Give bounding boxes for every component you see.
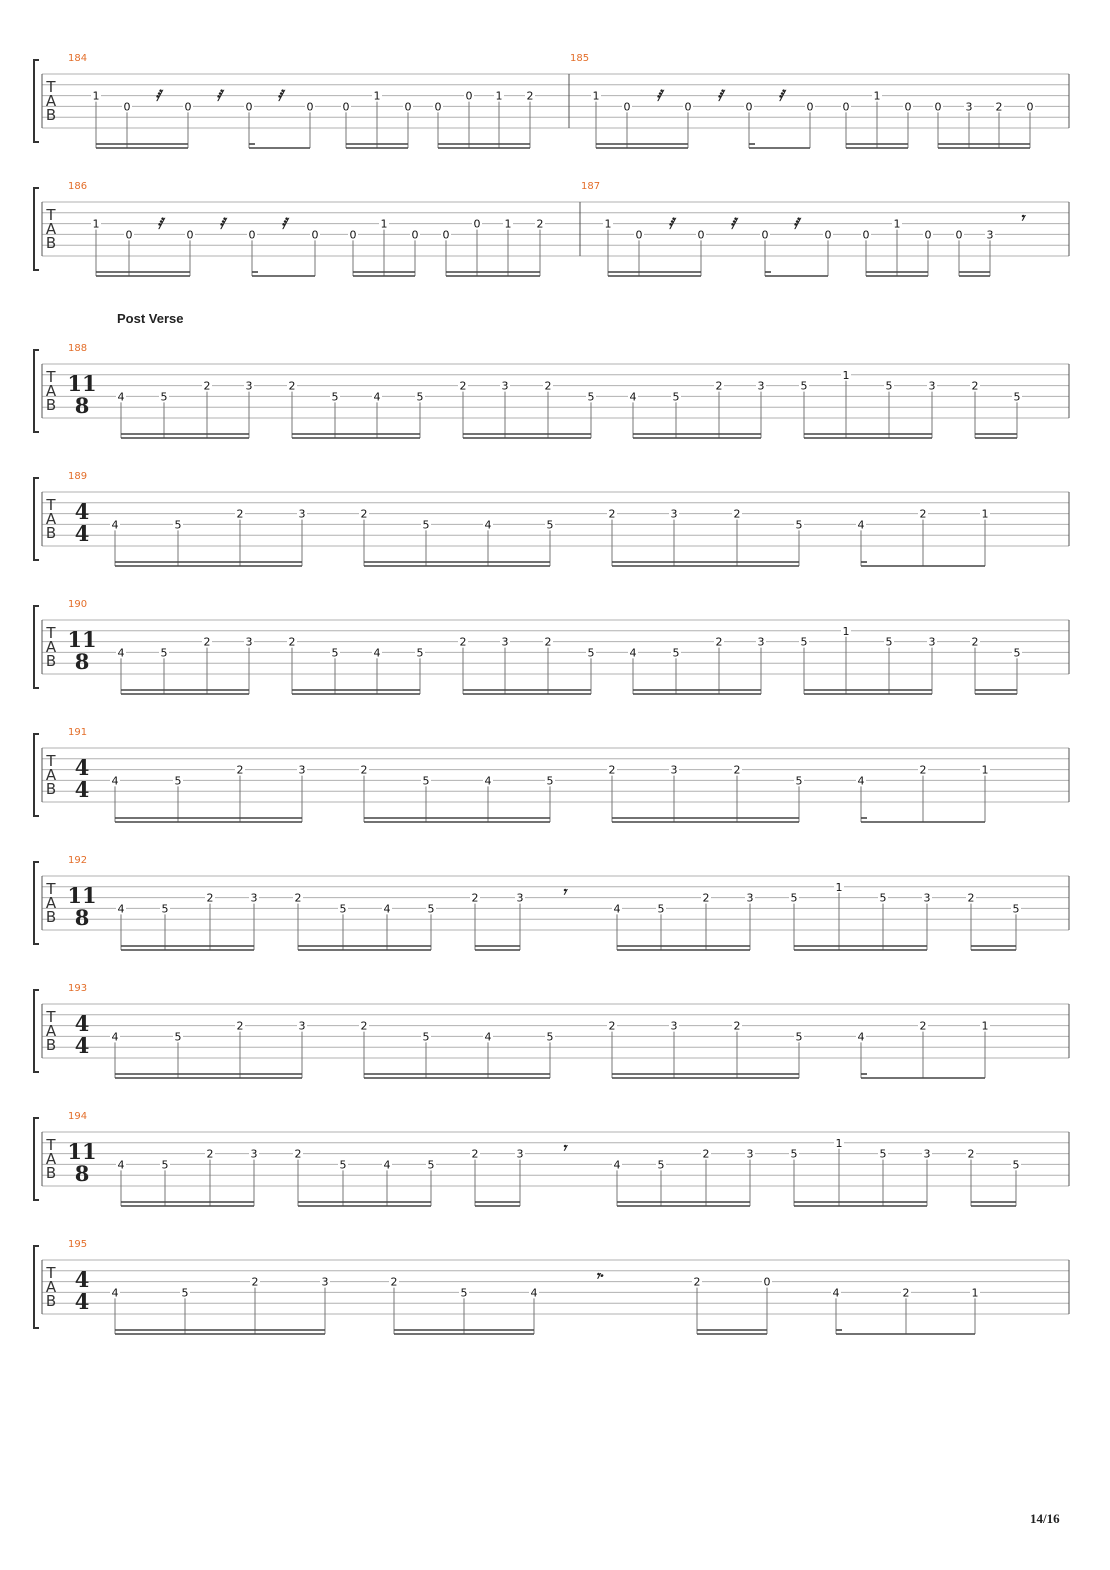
fret-number: 2 bbox=[715, 379, 723, 393]
tab-clef-letter: T bbox=[46, 368, 56, 386]
fret-number: 4 bbox=[484, 518, 492, 532]
fret-number: 0 bbox=[123, 100, 131, 114]
system-bracket bbox=[34, 60, 39, 142]
fret-number: 3 bbox=[516, 1147, 524, 1161]
fret-number: 2 bbox=[203, 379, 211, 393]
fret-number: 0 bbox=[473, 217, 481, 231]
tab-clef-letter: A bbox=[45, 1150, 57, 1168]
tab-clef-letter: T bbox=[46, 206, 56, 224]
fret-number: 2 bbox=[471, 891, 479, 905]
fret-number: 2 bbox=[526, 89, 534, 103]
fret-number: 5 bbox=[427, 1158, 435, 1172]
time-signature-denominator: 4 bbox=[74, 777, 90, 802]
fret-number: 3 bbox=[501, 635, 509, 649]
fret-number: 5 bbox=[422, 518, 430, 532]
fret-number: 2 bbox=[608, 763, 616, 777]
fret-number: 2 bbox=[715, 635, 723, 649]
fret-number: 1 bbox=[981, 763, 989, 777]
fret-number: 4 bbox=[629, 390, 637, 404]
fret-number: 5 bbox=[1013, 646, 1021, 660]
fret-number: 2 bbox=[206, 891, 214, 905]
time-signature-denominator: 8 bbox=[74, 393, 90, 418]
fret-number: 1 bbox=[835, 880, 843, 894]
fret-number: 4 bbox=[857, 774, 865, 788]
fret-number: 2 bbox=[294, 891, 302, 905]
measure-number: 189 bbox=[68, 471, 88, 482]
fret-number: 1 bbox=[842, 624, 850, 638]
time-signature-denominator: 8 bbox=[74, 649, 90, 674]
fret-number: 0 bbox=[306, 100, 314, 114]
fret-number: 4 bbox=[530, 1286, 538, 1300]
system-bracket bbox=[34, 350, 39, 432]
system-bracket bbox=[34, 862, 39, 944]
fret-number: 3 bbox=[670, 1019, 678, 1033]
fret-number: 5 bbox=[339, 1158, 347, 1172]
fret-number: 3 bbox=[298, 763, 306, 777]
fret-number: 5 bbox=[331, 390, 339, 404]
sixteenth-rest: 𝅀 bbox=[668, 214, 674, 233]
time-signature-denominator: 8 bbox=[74, 1161, 90, 1186]
tab-system bbox=[34, 983, 1069, 1078]
fret-number: 2 bbox=[919, 1019, 927, 1033]
tab-clef-letter: T bbox=[46, 496, 56, 514]
fret-number: 5 bbox=[174, 518, 182, 532]
fret-number: 5 bbox=[160, 646, 168, 660]
fret-number: 5 bbox=[885, 379, 893, 393]
fret-number: 0 bbox=[824, 228, 832, 242]
fret-number: 2 bbox=[919, 507, 927, 521]
fret-number: 0 bbox=[955, 228, 963, 242]
fret-number: 0 bbox=[842, 100, 850, 114]
fret-number: 5 bbox=[181, 1286, 189, 1300]
fret-number: 2 bbox=[919, 763, 927, 777]
tab-clef-letter: B bbox=[45, 1292, 57, 1310]
fret-number: 3 bbox=[298, 507, 306, 521]
measure-number: 186 bbox=[68, 181, 88, 192]
fret-number: 5 bbox=[416, 646, 424, 660]
fret-number: 5 bbox=[1012, 1158, 1020, 1172]
fret-number: 4 bbox=[383, 1158, 391, 1172]
fret-number: 2 bbox=[206, 1147, 214, 1161]
fret-number: 0 bbox=[924, 228, 932, 242]
fret-number: 2 bbox=[360, 763, 368, 777]
fret-number: 2 bbox=[236, 763, 244, 777]
fret-number: 0 bbox=[635, 228, 643, 242]
time-signature-numerator: 4 bbox=[74, 1011, 90, 1036]
tab-clef-letter: B bbox=[45, 780, 57, 798]
tab-clef-letter: T bbox=[46, 78, 56, 96]
time-signature-numerator: 4 bbox=[74, 755, 90, 780]
fret-number: 4 bbox=[111, 518, 119, 532]
tab-clef-letter: B bbox=[45, 106, 57, 124]
fret-number: 4 bbox=[613, 902, 621, 916]
fret-number: 0 bbox=[434, 100, 442, 114]
fret-number: 0 bbox=[745, 100, 753, 114]
fret-number: 2 bbox=[971, 379, 979, 393]
time-signature-denominator: 4 bbox=[74, 521, 90, 546]
tab-clef-letter: B bbox=[45, 652, 57, 670]
fret-number: 3 bbox=[670, 507, 678, 521]
fret-number: 3 bbox=[245, 379, 253, 393]
fret-number: 4 bbox=[383, 902, 391, 916]
system-bracket bbox=[34, 1118, 39, 1200]
fret-number: 3 bbox=[757, 635, 765, 649]
fret-number: 0 bbox=[763, 1275, 771, 1289]
fret-number: 2 bbox=[288, 379, 296, 393]
fret-number: 2 bbox=[536, 217, 544, 231]
fret-number: 3 bbox=[501, 379, 509, 393]
fret-number: 2 bbox=[967, 891, 975, 905]
fret-number: 5 bbox=[879, 1147, 887, 1161]
fret-number: 5 bbox=[795, 1030, 803, 1044]
fret-number: 0 bbox=[245, 100, 253, 114]
section-label-post-verse: Post Verse bbox=[117, 311, 184, 326]
fret-number: 5 bbox=[879, 891, 887, 905]
fret-number: 1 bbox=[373, 89, 381, 103]
fret-number: 4 bbox=[629, 646, 637, 660]
fret-number: 3 bbox=[746, 1147, 754, 1161]
fret-number: 1 bbox=[504, 217, 512, 231]
fret-number: 2 bbox=[459, 379, 467, 393]
fret-number: 4 bbox=[117, 1158, 125, 1172]
fret-number: 2 bbox=[236, 507, 244, 521]
fret-number: 5 bbox=[422, 774, 430, 788]
tab-system bbox=[34, 181, 1069, 276]
sixteenth-rest: 𝅀 bbox=[281, 214, 287, 233]
systems bbox=[34, 53, 1069, 1334]
eighth-rest: 𝄾· bbox=[595, 1266, 605, 1285]
tab-clef-letter: A bbox=[45, 1278, 57, 1296]
fret-number: 1 bbox=[92, 89, 100, 103]
measure-number: 187 bbox=[581, 181, 601, 192]
fret-number: 1 bbox=[380, 217, 388, 231]
tab-clef-letter: T bbox=[46, 1136, 56, 1154]
eighth-rest: 𝄾 bbox=[562, 1138, 566, 1157]
fret-number: 4 bbox=[832, 1286, 840, 1300]
sixteenth-rest: 𝅀 bbox=[219, 214, 225, 233]
eighth-rest: 𝄾 bbox=[562, 882, 566, 901]
tab-clef-letter: B bbox=[45, 1164, 57, 1182]
fret-number: 4 bbox=[111, 1286, 119, 1300]
fret-number: 3 bbox=[245, 635, 253, 649]
tab-system bbox=[34, 727, 1069, 822]
fret-number: 0 bbox=[248, 228, 256, 242]
tab-clef-letter: A bbox=[45, 382, 57, 400]
tab-clef-letter: T bbox=[46, 624, 56, 642]
fret-number: 5 bbox=[795, 774, 803, 788]
sixteenth-rest: 𝅀 bbox=[155, 86, 161, 105]
fret-number: 3 bbox=[923, 891, 931, 905]
tab-clef-letter: B bbox=[45, 234, 57, 252]
sixteenth-rest: 𝅀 bbox=[277, 86, 283, 105]
fret-number: 5 bbox=[587, 390, 595, 404]
fret-number: 2 bbox=[251, 1275, 259, 1289]
time-signature-numerator: 4 bbox=[74, 1267, 90, 1292]
fret-number: 2 bbox=[967, 1147, 975, 1161]
measure-number: 185 bbox=[570, 53, 590, 64]
fret-number: 0 bbox=[342, 100, 350, 114]
fret-number: 2 bbox=[544, 635, 552, 649]
fret-number: 3 bbox=[928, 379, 936, 393]
tab-clef-letter: T bbox=[46, 1264, 56, 1282]
time-signature-denominator: 4 bbox=[74, 1289, 90, 1314]
fret-number: 3 bbox=[757, 379, 765, 393]
tab-clef-letter: B bbox=[45, 908, 57, 926]
fret-number: 1 bbox=[92, 217, 100, 231]
fret-number: 2 bbox=[733, 507, 741, 521]
measure-number: 190 bbox=[68, 599, 88, 610]
tab-clef-letter: A bbox=[45, 510, 57, 528]
measure-number: 188 bbox=[68, 343, 88, 354]
fret-number: 5 bbox=[546, 1030, 554, 1044]
fret-number: 0 bbox=[761, 228, 769, 242]
tab-clef-letter: B bbox=[45, 524, 57, 542]
fret-number: 4 bbox=[373, 646, 381, 660]
fret-number: 2 bbox=[360, 1019, 368, 1033]
fret-number: 2 bbox=[203, 635, 211, 649]
fret-number: 3 bbox=[250, 1147, 258, 1161]
fret-number: 0 bbox=[125, 228, 133, 242]
fret-number: 0 bbox=[623, 100, 631, 114]
tab-clef-letter: A bbox=[45, 220, 57, 238]
fret-number: 0 bbox=[311, 228, 319, 242]
fret-number: 5 bbox=[174, 774, 182, 788]
fret-number: 1 bbox=[873, 89, 881, 103]
fret-number: 5 bbox=[546, 518, 554, 532]
fret-number: 0 bbox=[1026, 100, 1034, 114]
fret-number: 5 bbox=[672, 390, 680, 404]
fret-number: 0 bbox=[465, 89, 473, 103]
measure-number: 184 bbox=[68, 53, 88, 64]
fret-number: 2 bbox=[236, 1019, 244, 1033]
fret-number: 3 bbox=[928, 635, 936, 649]
fret-number: 1 bbox=[592, 89, 600, 103]
tab-clef-letter: T bbox=[46, 880, 56, 898]
sixteenth-rest: 𝅀 bbox=[730, 214, 736, 233]
fret-number: 5 bbox=[1013, 390, 1021, 404]
fret-number: 0 bbox=[184, 100, 192, 114]
tab-system bbox=[34, 1111, 1069, 1206]
tab-clef-letter: A bbox=[45, 894, 57, 912]
time-signature-denominator: 4 bbox=[74, 1033, 90, 1058]
fret-number: 3 bbox=[516, 891, 524, 905]
tab-clef-letter: A bbox=[45, 766, 57, 784]
fret-number: 4 bbox=[117, 390, 125, 404]
fret-number: 0 bbox=[806, 100, 814, 114]
system-bracket bbox=[34, 1246, 39, 1328]
fret-number: 5 bbox=[795, 518, 803, 532]
tab-clef-letter: A bbox=[45, 1022, 57, 1040]
sixteenth-rest: 𝅀 bbox=[793, 214, 799, 233]
time-signature-numerator: 11 bbox=[67, 627, 97, 652]
fret-number: 5 bbox=[790, 1147, 798, 1161]
fret-number: 4 bbox=[613, 1158, 621, 1172]
fret-number: 5 bbox=[546, 774, 554, 788]
fret-number: 1 bbox=[981, 507, 989, 521]
fret-number: 2 bbox=[608, 507, 616, 521]
fret-number: 1 bbox=[604, 217, 612, 231]
fret-number: 5 bbox=[416, 390, 424, 404]
measure-number: 192 bbox=[68, 855, 88, 866]
measure-number: 195 bbox=[68, 1239, 88, 1250]
fret-number: 5 bbox=[657, 1158, 665, 1172]
fret-number: 3 bbox=[298, 1019, 306, 1033]
system-bracket bbox=[34, 606, 39, 688]
fret-number: 5 bbox=[800, 379, 808, 393]
fret-number: 4 bbox=[373, 390, 381, 404]
tab-system bbox=[34, 53, 1069, 148]
fret-number: 1 bbox=[835, 1136, 843, 1150]
fret-number: 2 bbox=[544, 379, 552, 393]
tab-clef-letter: T bbox=[46, 752, 56, 770]
fret-number: 3 bbox=[986, 228, 994, 242]
fret-number: 3 bbox=[321, 1275, 329, 1289]
fret-number: 2 bbox=[288, 635, 296, 649]
tab-system bbox=[34, 343, 1069, 438]
fret-number: 1 bbox=[495, 89, 503, 103]
sixteenth-rest: 𝅀 bbox=[157, 214, 163, 233]
time-signature-numerator: 4 bbox=[74, 499, 90, 524]
fret-number: 4 bbox=[117, 646, 125, 660]
fret-number: 4 bbox=[484, 1030, 492, 1044]
fret-number: 5 bbox=[161, 902, 169, 916]
measure-number: 191 bbox=[68, 727, 88, 738]
fret-number: 2 bbox=[702, 891, 710, 905]
fret-number: 5 bbox=[174, 1030, 182, 1044]
fret-number: 0 bbox=[697, 228, 705, 242]
fret-number: 0 bbox=[684, 100, 692, 114]
tab-system bbox=[34, 855, 1069, 950]
time-signature-numerator: 11 bbox=[67, 371, 97, 396]
fret-number: 2 bbox=[608, 1019, 616, 1033]
fret-number: 5 bbox=[422, 1030, 430, 1044]
system-bracket bbox=[34, 990, 39, 1072]
sixteenth-rest: 𝅀 bbox=[778, 86, 784, 105]
time-signature-numerator: 11 bbox=[67, 883, 97, 908]
fret-number: 4 bbox=[857, 518, 865, 532]
eighth-rest: 𝄾 bbox=[1020, 208, 1024, 227]
fret-number: 2 bbox=[360, 507, 368, 521]
fret-number: 5 bbox=[161, 1158, 169, 1172]
system-bracket bbox=[34, 188, 39, 270]
fret-number: 1 bbox=[842, 368, 850, 382]
fret-number: 5 bbox=[1012, 902, 1020, 916]
fret-number: 3 bbox=[670, 763, 678, 777]
fret-number: 0 bbox=[186, 228, 194, 242]
fret-number: 5 bbox=[460, 1286, 468, 1300]
tab-clef-letter: T bbox=[46, 1008, 56, 1026]
fret-number: 2 bbox=[390, 1275, 398, 1289]
page-number: 14/16 bbox=[1030, 1511, 1060, 1526]
fret-number: 0 bbox=[934, 100, 942, 114]
tab-clef-letter: B bbox=[45, 396, 57, 414]
fret-number: 5 bbox=[587, 646, 595, 660]
fret-number: 4 bbox=[117, 902, 125, 916]
fret-number: 2 bbox=[995, 100, 1003, 114]
fret-number: 1 bbox=[981, 1019, 989, 1033]
fret-number: 0 bbox=[904, 100, 912, 114]
fret-number: 5 bbox=[331, 646, 339, 660]
time-signature-denominator: 8 bbox=[74, 905, 90, 930]
fret-number: 5 bbox=[790, 891, 798, 905]
fret-number: 4 bbox=[484, 774, 492, 788]
fret-number: 0 bbox=[349, 228, 357, 242]
fret-number: 2 bbox=[459, 635, 467, 649]
fret-number: 3 bbox=[965, 100, 973, 114]
fret-number: 5 bbox=[885, 635, 893, 649]
tab-system bbox=[34, 471, 1069, 566]
fret-number: 0 bbox=[411, 228, 419, 242]
fret-number: 2 bbox=[702, 1147, 710, 1161]
fret-number: 0 bbox=[404, 100, 412, 114]
tab-clef-letter: A bbox=[45, 92, 57, 110]
sixteenth-rest: 𝅀 bbox=[717, 86, 723, 105]
fret-number: 5 bbox=[800, 635, 808, 649]
sixteenth-rest: 𝅀 bbox=[656, 86, 662, 105]
fret-number: 3 bbox=[250, 891, 258, 905]
fret-number: 2 bbox=[902, 1286, 910, 1300]
time-signature-numerator: 11 bbox=[67, 1139, 97, 1164]
tab-system bbox=[34, 1239, 1069, 1334]
measure-number: 193 bbox=[68, 983, 88, 994]
fret-number: 4 bbox=[857, 1030, 865, 1044]
system-bracket bbox=[34, 734, 39, 816]
fret-number: 5 bbox=[160, 390, 168, 404]
fret-number: 0 bbox=[442, 228, 450, 242]
fret-number: 1 bbox=[971, 1286, 979, 1300]
measure-number: 194 bbox=[68, 1111, 88, 1122]
fret-number: 4 bbox=[111, 774, 119, 788]
fret-number: 3 bbox=[746, 891, 754, 905]
tab-system bbox=[34, 599, 1069, 694]
fret-number: 3 bbox=[923, 1147, 931, 1161]
fret-number: 2 bbox=[733, 1019, 741, 1033]
system-bracket bbox=[34, 478, 39, 560]
fret-number: 0 bbox=[862, 228, 870, 242]
fret-number: 1 bbox=[893, 217, 901, 231]
fret-number: 2 bbox=[471, 1147, 479, 1161]
sixteenth-rest: 𝅀 bbox=[216, 86, 222, 105]
fret-number: 5 bbox=[657, 902, 665, 916]
fret-number: 4 bbox=[111, 1030, 119, 1044]
fret-number: 2 bbox=[733, 763, 741, 777]
fret-number: 2 bbox=[294, 1147, 302, 1161]
fret-number: 2 bbox=[693, 1275, 701, 1289]
fret-number: 5 bbox=[339, 902, 347, 916]
tab-clef-letter: B bbox=[45, 1036, 57, 1054]
fret-number: 5 bbox=[427, 902, 435, 916]
fret-number: 5 bbox=[672, 646, 680, 660]
fret-number: 2 bbox=[971, 635, 979, 649]
tab-clef-letter: A bbox=[45, 638, 57, 656]
